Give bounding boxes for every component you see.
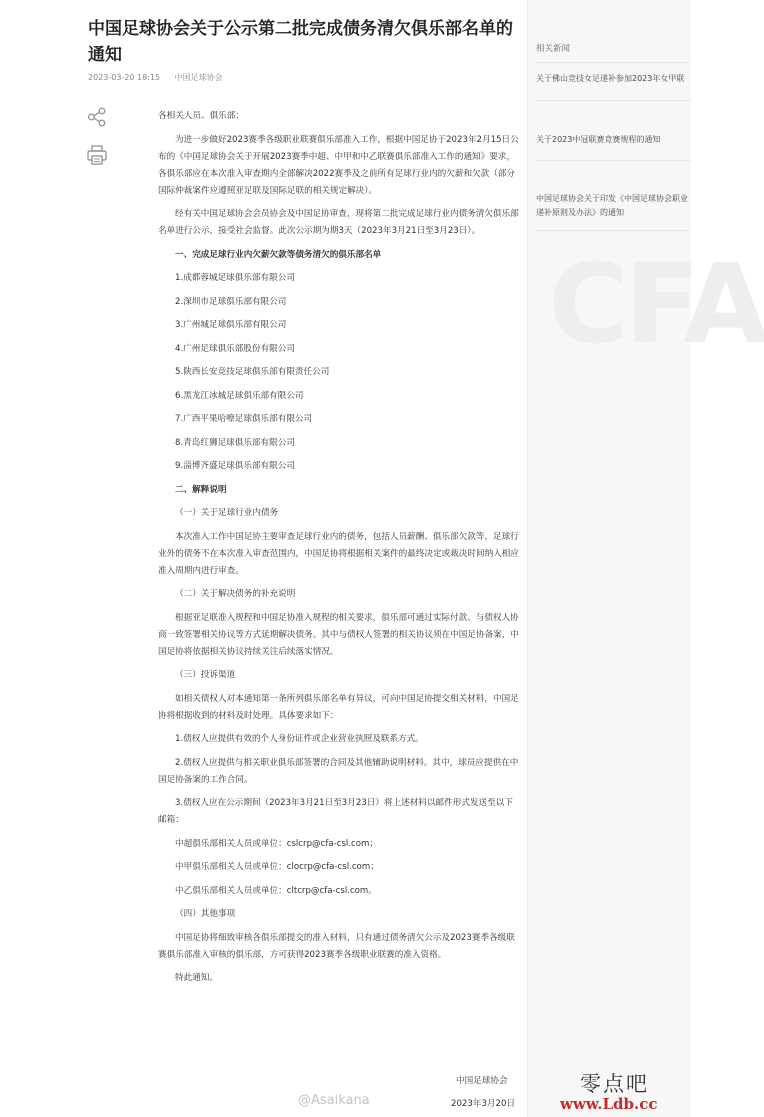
paragraph: 中国足协将细致审核各俱乐部提交的准入材料，只有通过债务清欠公示及2023赛季各级联赛俱乐部准入审核的俱乐部，方可获得2023赛季各级职业联赛的准入资格。 xyxy=(158,932,515,960)
sidebar xyxy=(527,0,691,1117)
sub-heading: （一）关于足球行业内债务 xyxy=(175,508,279,518)
share-icon[interactable] xyxy=(86,106,108,128)
related-news-link[interactable]: 关于2023中冠联赛竞赛规程的通知 xyxy=(536,135,661,144)
article-source: 中国足球协会 xyxy=(174,73,223,82)
closing: 特此通知。 xyxy=(175,973,218,983)
section-heading: 二、解释说明 xyxy=(175,484,227,495)
club-list-item: 8.青岛红狮足球俱乐部有限公司 xyxy=(175,437,295,448)
related-news-link[interactable]: 中国足球协会关于印发《中国足球协会职业递补原则及办法》的通知 xyxy=(536,194,688,217)
divider xyxy=(536,100,690,101)
club-list-item: 9.淄博齐盛足球俱乐部有限公司 xyxy=(175,461,295,471)
club-list-item: 2.深圳市足球俱乐部有限公司 xyxy=(175,296,287,307)
divider xyxy=(536,160,690,161)
paragraph: 为进一步做好2023赛季各级职业联赛俱乐部准入工作，根据中国足协于2023年2月15日公布的《中国足球协会关于开展2023赛季中超、中甲和中乙联赛俱乐部准入工作的通知》要求，各俱乐部应在本次准入审查期内全部解决2022赛季及之前所有足球行业内的欠薪和欠款（部分国际仲裁案件应遵照亚足联及国际足联的相关规定解决）。 xyxy=(158,134,519,196)
article-meta xyxy=(88,72,235,83)
requirement-item: 2.债权人应提供与相关职业俱乐部签署的合同及其他辅助说明材料。其中，球员应提供在中国足协备案的工作合同。 xyxy=(158,757,519,785)
email-line: 中甲俱乐部相关人员或单位：clocrp@cfa-csl.com； xyxy=(175,862,379,872)
article-date: 2023-03-20 18:15 xyxy=(88,73,161,82)
site-watermark-url: www.Ldb.cc xyxy=(560,1095,658,1113)
club-list-item: 3.广州城足球俱乐部有限公司 xyxy=(175,320,287,330)
sub-heading: （二）关于解决债务的补充说明 xyxy=(175,589,296,599)
divider xyxy=(536,230,690,231)
sidebar-heading: 相关新闻 xyxy=(536,44,571,54)
club-list-item: 7.广西平果哈嘹足球俱乐部有限公司 xyxy=(175,414,313,424)
club-list-item: 5.陕西长安竞技足球俱乐部有限责任公司 xyxy=(175,367,330,377)
section-heading: 一、完成足球行业内欠薪欠款等债务清欠的俱乐部名单 xyxy=(175,249,382,260)
paragraph: 如相关债权人对本通知第一条所列俱乐部名单有异议，可向中国足协提交相关材料，中国足协将根据收到的材料及时处理。具体要求如下： xyxy=(158,693,519,721)
signature: 中国足球协会 xyxy=(456,1076,508,1086)
divider xyxy=(536,62,690,63)
email-line: 中乙俱乐部相关人员或单位：cltcrp@cfa-csl.com。 xyxy=(175,885,377,896)
print-icon[interactable] xyxy=(86,144,108,166)
club-list-item: 4.广州足球俱乐部股份有限公司 xyxy=(175,343,295,354)
club-list-item: 6.黑龙江冰城足球俱乐部有限公司 xyxy=(175,390,304,401)
sub-heading: （四）其他事项 xyxy=(175,909,236,919)
paragraph: 经有关中国足球协会会员协会及中国足协审查，现将第二批完成足球行业内债务清欠俱乐部名单进行公示，接受社会监督。此次公示期为期3天（2023年3月21日至3月23日）。 xyxy=(158,209,519,236)
paragraph: 根据亚足联准入规程和中国足协准入规程的相关要求，俱乐部可通过实际付款、与债权人协商一致签署相关协议等方式延期解决债务。其中与债权人签署的相关协议须在中国足协备案，中国足协将依据相关协议持续关注后续落实情况。 xyxy=(158,612,519,657)
paragraph: 本次准入工作中国足协主要审查足球行业内的债务，包括人员薪酬、俱乐部欠款等，足球行业外的债务不在本次准入审查范围内，中国足协将根据相关案件的最终决定或裁决时间纳入相应准入周期内进行审查。 xyxy=(158,531,519,576)
club-list-item: 1.成都蓉城足球俱乐部有限公司 xyxy=(175,273,295,283)
weibo-watermark: @Asaikana xyxy=(298,1093,370,1108)
signature-date: 2023年3月20日 xyxy=(451,1099,516,1109)
cfa-logo-watermark: CFA xyxy=(548,240,764,368)
greeting: 各相关人员、俱乐部： xyxy=(158,111,244,121)
requirement-item: 3.债权人应在公示期间（2023年3月21日至3月23日）将上述材料以邮件形式发送至以下邮箱： xyxy=(158,798,513,825)
article-body xyxy=(158,108,520,994)
sub-heading: （三）投诉渠道 xyxy=(175,670,236,680)
related-news-link[interactable]: 关于佛山竞技女足递补参加2023年女甲联 xyxy=(536,74,685,83)
email-line: 中超俱乐部相关人员或单位：cslcrp@cfa-csl.com； xyxy=(175,838,379,849)
site-watermark-cn: 零点吧 xyxy=(580,1072,649,1096)
requirement-item: 1.债权人应提供有效的个人身份证件或企业营业执照及联系方式。 xyxy=(175,734,424,744)
article-title: 中国足球协会关于公示第二批完成债务清欠俱乐部名单的通知 xyxy=(88,19,513,65)
